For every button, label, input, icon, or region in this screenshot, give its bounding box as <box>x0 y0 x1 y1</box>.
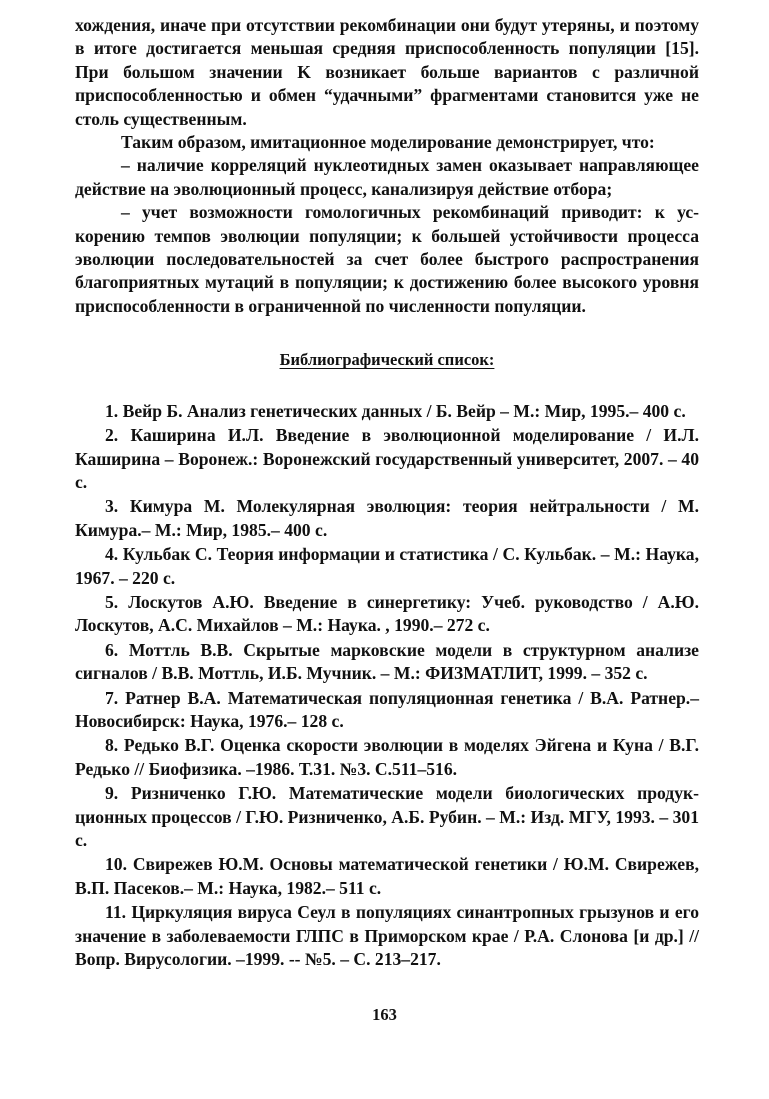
page-number: 163 <box>372 1005 397 1024</box>
bibliography-item: 4. Кульбак С. Теория информации и статистика / С. Кульбак. – М.: Наука, 1967. – 220 с. <box>75 544 699 588</box>
bibliography-item: 7. Ратнер В.А. Математическая популяционная генетика / В.А. Ратнер.– Новосибирск: Наука, 1976.– 128 с. <box>75 687 699 731</box>
bibliography-item: 10. Свирежев Ю.М. Основы математической генетики / Ю.М. Свирежев, В.П. Пасеков.– М.: Наука, 1982.– 511 с. <box>75 854 699 898</box>
bibliography-heading: Библиографический список: <box>279 350 495 370</box>
bibliography-item: 8. Редько В.Г. Оценка скорости эволюции в моделях Эйгена и Куна / В.Г. Редько // Биофизика. –1986. Т.31. №3. С.511–516. <box>75 735 699 779</box>
page-content <box>75 14 699 972</box>
bibliography-item: 5. Лоскутов А.Ю. Введение в синергетику: Учеб. руководство / А.Ю. Лоскутов, А.С. Михайлов – М.: Наука. , 1990.– 272 с. <box>75 591 699 636</box>
conclusion-item: – учет возможности гомологичных рекомбинаций приводит: к ускорению темпов эволюции популяции; к большей устойчивости процесса эволюции последовательностей за счет более быстрого распространения благоприятных мутаций в популяции; к достижению более высокого уровня приспособленности в ограниченной по численности популяции. <box>75 202 699 316</box>
bibliography-item: 9. Ризниченко Г.Ю. Математические модели биологических продукционных процессов / Г.Ю. Ризниченко, А.Б. Рубин. – М.: Изд. МГУ, 1993. – 301 с. <box>75 783 699 850</box>
conclusion-intro: Таким образом, имитационное моделирование демонстрирует, что: <box>121 132 655 153</box>
bibliography-item: 6. Моттль В.В. Скрытые марковские модели в структурном анализе сигналов / В.В. Моттль, И.Б. Мучник. – М.: ФИЗМАТЛИТ, 1999. – 352 с. <box>75 639 699 684</box>
body-paragraph: хождения, иначе при отсутствии рекомбинации они будут утеряны, и поэтому в итоге достигается меньшая средняя приспособленность популяции [15]. При большом значении K возникает больше вариантов с различной приспособленностью и обмен “удачными” фрагментами становится уже не столь существенным. <box>75 15 699 129</box>
bibliography-item: 2. Каширина И.Л. Введение в эволюционной моделирование / И.Л. Каширина – Воронеж.: Воронежский государственный университет, 2007. – 40 с. <box>75 425 699 492</box>
bibliography-item: 3. Кимура М. Молекулярная эволюция: теория нейтральности / М. Кимура.– М.: Мир, 1985.– 400 с. <box>75 496 699 540</box>
bibliography-item: 11. Циркуляция вируса Сеул в популяциях синантропных грызунов и его значение в заболеваемости ГЛПС в Приморском крае / Р.А. Слонова [и др.] // Вопр. Вирусологии. –1999. -- №5. – С. 213–217. <box>75 902 699 970</box>
conclusion-item: – наличие корреляций нуклеотидных замен оказывает направляющее действие на эволюционный процесс, канализируя действие отбора; <box>75 155 699 199</box>
bibliography-item: 1. Вейр Б. Анализ генетических данных / Б. Вейр – М.: Мир, 1995.– 400 с. <box>105 400 686 421</box>
bibliography-list <box>75 400 699 972</box>
